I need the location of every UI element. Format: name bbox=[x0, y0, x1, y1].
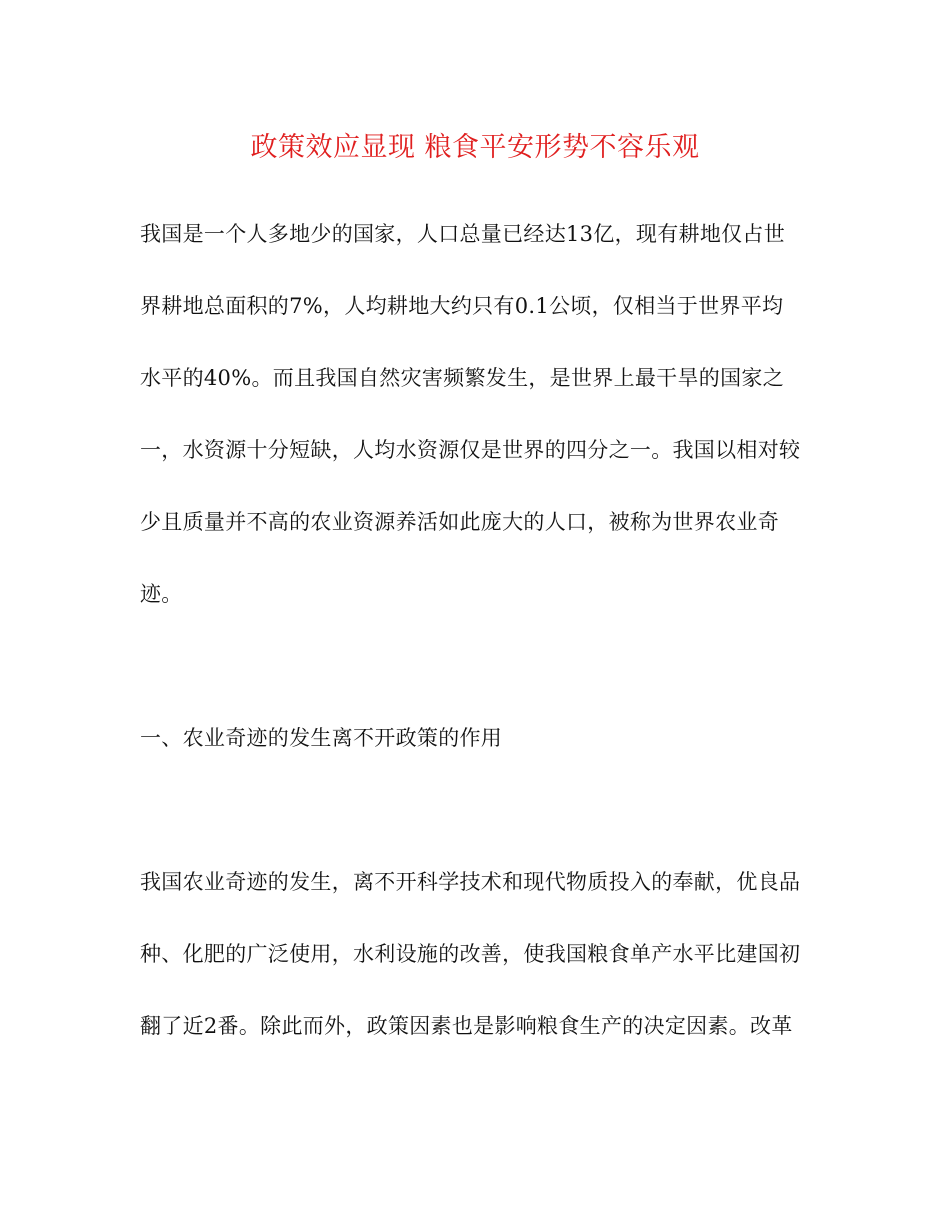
section-line-2: 种、化肥的广泛使用，水利设施的改善，使我国粮食单产水平比建国初 bbox=[140, 942, 801, 966]
section-heading: 一、农业奇迹的发生离不开政策的作用 bbox=[140, 726, 503, 750]
intro-line-4: 一，水资源十分短缺，人均水资源仅是世界的四分之一。我国以相对较 bbox=[140, 438, 801, 462]
intro-line-3: 水平的40%。而且我国自然灾害频繁发生，是世界上最干旱的国家之 bbox=[140, 366, 784, 390]
intro-line-6: 迹。 bbox=[140, 582, 183, 606]
section-line-3: 翻了近2番。除此而外，政策因素也是影响粮食生产的决定因素。改革 bbox=[140, 1014, 793, 1038]
intro-line-1: 我国是一个人多地少的国家，人口总量已经达13亿，现有耕地仅占世 bbox=[140, 222, 786, 246]
intro-line-5: 少且质量并不高的农业资源养活如此庞大的人口，被称为世界农业奇 bbox=[140, 510, 779, 534]
document-title: 政策效应显现 粮食平安形势不容乐观 bbox=[250, 132, 700, 163]
intro-line-2: 界耕地总面积的7%，人均耕地大约只有0.1公顷，仅相当于世界平均 bbox=[140, 294, 784, 318]
section-line-1: 我国农业奇迹的发生，离不开科学技术和现代物质投入的奉献，优良品 bbox=[140, 870, 801, 894]
